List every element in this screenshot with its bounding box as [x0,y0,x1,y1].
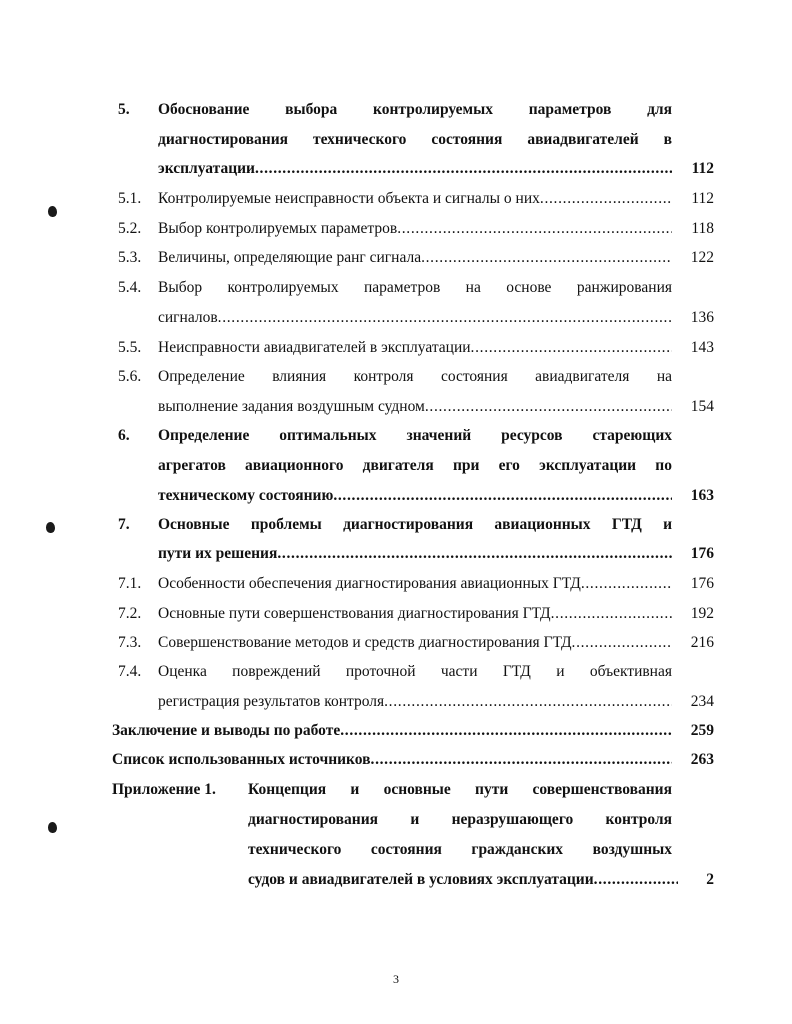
toc-entry-leader [158,572,672,596]
toc-page-number: 263 [690,751,714,768]
toc-entry-title: Выбор контролируемых параметров [158,220,398,237]
toc-entry-title-cont: сигналов [158,309,218,326]
toc-entry-leader [158,631,672,655]
toc-entry-leader [158,395,672,419]
toc-entry-7-line2 [0,542,792,566]
toc-entry-title-cont: диагностирования и неразрушающего контроля [248,811,672,828]
toc-entry-title: Неисправности авиадвигателей в эксплуатации [158,339,471,356]
toc-entry-appendix-line4 [0,868,792,892]
toc-entry-number: 5.6. [118,368,142,385]
toc-entry-leader [158,187,672,211]
toc-entry-7-4 [0,660,792,684]
toc-entry-leader [112,719,672,743]
toc-entry-number: 7.4. [118,663,142,680]
toc-entry-leader [158,217,672,241]
toc-entry-title: Основные пути совершенствования диагностирования ГТД [158,605,551,622]
toc-entry-6-line2 [0,454,792,478]
toc-entry-7-4-line2 [0,690,792,714]
toc-entry-leader [158,157,672,181]
toc-entry-number: 7.3. [118,634,142,651]
toc-entry-appendix-line2 [0,808,792,832]
toc-entry-title-cont: агрегатов авиационного двигателя при его эксплуатации по [158,457,672,474]
toc-entry-title: Величины, определяющие ранг сигнала [158,249,422,266]
page-number: 3 [393,972,399,986]
toc-entry-5-4-line2 [0,306,792,330]
toc-entry-number: 5.2. [118,220,142,237]
toc-entry-6-line3 [0,484,792,508]
toc-entry-5-5 [0,336,792,360]
toc-entry-6 [0,424,792,448]
appendix-label: Приложение 1. [112,781,216,798]
toc-entry-title: Особенности обеспечения диагностирования авиационных ГТД [158,575,581,592]
toc-entry-title: Концепция и основные пути совершенствования [248,781,672,798]
toc-entry-title: Обоснование выбора контролируемых параметров для [158,101,672,118]
toc-entry-leader [158,484,672,508]
toc-page-number: 259 [690,722,714,739]
toc-entry-number: 7.2. [118,605,142,622]
toc-entry-5-6-line2 [0,395,792,419]
toc-entry-number: 5.4. [118,279,142,296]
toc-entry-appendix-line3 [0,838,792,862]
toc-entry-leader [158,336,672,360]
toc-entry-number: 7. [118,516,130,533]
toc-page-number: 2 [706,871,714,888]
toc-entry-title: Основные проблемы диагностирования авиационных ГТД и [158,516,672,533]
toc-page-number: 112 [691,160,714,177]
toc-entry-title: Список использованных источников [112,751,371,768]
toc-entry-number: 5. [118,101,130,118]
scan-blot [48,822,57,833]
toc-entry-7 [0,513,792,537]
toc-entry-leader [112,748,672,772]
scan-blot [46,522,55,533]
toc-entry-5 [0,98,792,122]
toc-entry-title-cont: выполнение задания воздушным судном [158,398,425,415]
toc-entry-number: 5.1. [118,190,142,207]
toc-entry-title: Заключение и выводы по работе [112,722,341,739]
toc-page-number: 163 [690,487,714,504]
toc-entry-7-1 [0,572,792,596]
toc-entry-leader [158,542,672,566]
toc-entry-title: Выбор контролируемых параметров на основе ранжирования [158,279,672,296]
toc-entry-leader [248,868,678,892]
toc-entry-number: 5.5. [118,339,142,356]
toc-page-number: 122 [690,249,714,266]
toc-page-number: 176 [690,545,714,562]
toc-entry-leader [158,690,672,714]
toc-entry-5-2 [0,217,792,241]
toc-page-number: 192 [690,605,714,622]
toc-entry-number: 5.3. [118,249,142,266]
toc-entry-7-3 [0,631,792,655]
toc-entry-title-cont: эксплуатации [158,160,255,177]
toc-page-number: 216 [690,634,714,651]
toc-entry-title-cont: пути их решения [158,545,278,562]
toc-page-number: 176 [690,575,714,592]
scan-blot [48,206,57,217]
toc-entry-title-cont: диагностирования технического состояния авиадвигателей в [158,131,672,148]
toc-entry-title-cont: технического состояния гражданских воздушных [248,841,672,858]
toc-page-number: 112 [691,190,714,207]
toc-entry-appendix [0,778,792,802]
toc-page-number: 136 [690,309,714,326]
toc-entry-5-1 [0,187,792,211]
toc-entry-5-6 [0,365,792,389]
toc-entry-leader [158,306,672,330]
toc-entry-number: 7.1. [118,575,142,592]
toc-entry-leader [158,246,672,270]
toc-entry-title-cont: техническому состоянию [158,487,334,504]
toc-entry-number: 6. [118,427,130,444]
toc-entry-conclusion [0,719,792,743]
toc-page-number: 154 [690,398,714,415]
toc-entry-title: Совершенствование методов и средств диагностирования ГТД [158,634,572,651]
toc-page-number: 118 [691,220,714,237]
toc-entry-title: Определение оптимальных значений ресурсов стареющих [158,427,672,444]
toc-entry-title: Контролируемые неисправности объекта и сигналы о них [158,190,540,207]
toc-entry-references [0,748,792,772]
toc-entry-title: Определение влияния контроля состояния авиадвигателя на [158,368,672,385]
toc-page-number: 143 [690,339,714,356]
toc-entry-5-4 [0,276,792,300]
toc-entry-title-cont: регистрация результатов контроля [158,693,385,710]
toc-entry-5-line2 [0,128,792,152]
toc-entry-leader [158,602,672,626]
toc-entry-7-2 [0,602,792,626]
toc-page-number: 234 [690,693,714,710]
toc-entry-5-3 [0,246,792,270]
toc-entry-title-cont: судов и авиадвигателей в условиях эксплуатации [248,871,594,888]
toc-entry-5-line3 [0,157,792,181]
toc-entry-title: Оценка повреждений проточной части ГТД и объективная [158,663,672,680]
